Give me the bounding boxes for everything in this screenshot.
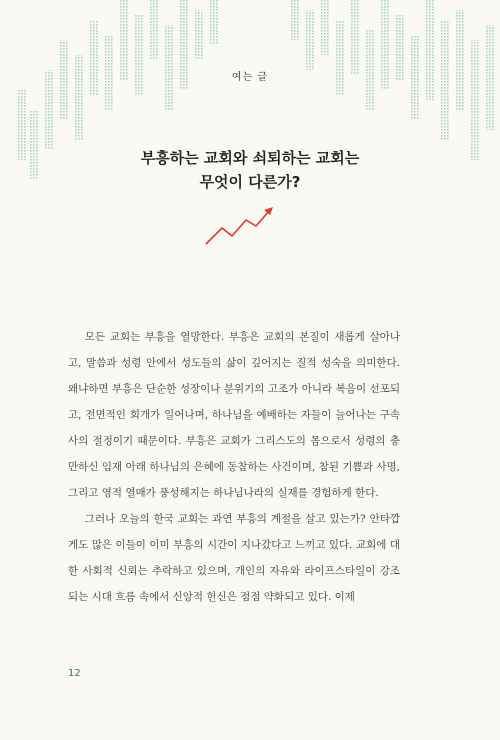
dotted-bar	[150, 0, 159, 60]
body-text	[68, 324, 400, 610]
dotted-bar	[335, 20, 344, 95]
body-paragraph-1: 모든 교회는 부흥을 열망한다. 부흥은 교회의 본질이 새롭게 살아나고, 말씀과 성령 안에서 성도들의 삶이 깊어지는 질적 성숙을 의미한다. 왜냐하면 부흥은 단순한 성장이나 분위기의 고조가 아니라 복음이 선포되고, 전면적인 회개가 일어나며, 하나님을 예배하는 자들이 늘어나는 구속사의 절정이기 때문이다. 부흥은 교회가 그리스도의 몸으로서 성령의 충만하신 임재 아래 하나님의 은혜에 동참하는 사건이며, 참된 기쁨과 사명, 그리고 영적 열매가 풍성해지는 하나님나라의 실재를 경험하게 한다.	[68, 331, 400, 499]
dotted-bar	[210, 0, 219, 45]
dotted-bar	[425, 0, 434, 100]
page-number: 12	[68, 668, 81, 679]
dotted-bar	[305, 10, 314, 70]
rising-trend-arrow-icon	[200, 200, 280, 250]
section-label: 여는 글	[231, 72, 269, 83]
dotted-bar	[350, 0, 359, 75]
chapter-title-line-2: 무엇이 다른가?	[199, 173, 301, 191]
body-paragraph-2: 그러나 오늘의 한국 교회는 과연 부흥의 계절을 살고 있는가? 안타깝게도 많은 이들이 이미 부흥의 시간이 지나갔다고 느끼고 있다. 교회에 대한 사회적 신뢰는 추락하고 있으며, 개인의 자유와 라이프스타일이 강조되는 시대 흐름 속에서 신앙적 헌신은 점점 약화되고 있다. 이제	[68, 513, 400, 603]
chapter-title-line-1: 부흥하는 교회와 쇠퇴하는 교회는	[140, 149, 360, 167]
dotted-bar	[470, 40, 479, 160]
chapter-title	[0, 146, 500, 194]
dotted-bar	[195, 10, 204, 60]
dotted-bar	[455, 10, 464, 110]
dotted-bar	[135, 15, 144, 95]
dotted-bar	[90, 20, 99, 95]
dotted-bar-decoration	[0, 0, 500, 230]
dotted-bar	[290, 0, 299, 40]
dotted-bar	[320, 0, 329, 55]
